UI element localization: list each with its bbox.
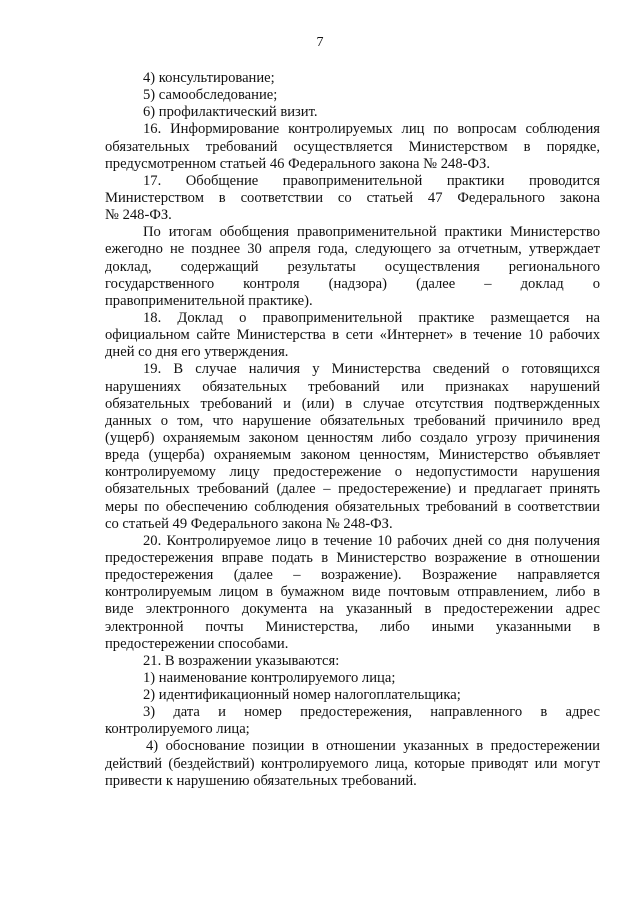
text-line: 6) профилактический визит. xyxy=(143,104,318,121)
text-line: государственного контроля (надзора) (далее – доклад о xyxy=(105,275,600,292)
text-line: 4) обоснование позиции в отношении указанных в предостережении xyxy=(146,738,600,755)
text-line: официальном сайте Министерства в сети «Интернет» в течение 10 рабочих xyxy=(105,327,600,344)
text-line: предусмотренном статьей 46 Федерального закона № 248-ФЗ. xyxy=(105,155,490,172)
text-line: данных о том, что нарушение обязательных требований причинило вред xyxy=(105,412,600,429)
text-line: предостережения (далее – возражение). Возражение направляется xyxy=(105,567,600,584)
text-line: обязательных требований и (или) в случае отсутствия подтвержденных xyxy=(105,395,600,412)
text-line: По итогам обобщения правоприменительной практики Министерство xyxy=(143,224,600,241)
text-line: электронной почты Министерства, либо иными указанными в xyxy=(105,618,600,635)
text-line: правоприменительной практике). xyxy=(105,292,313,309)
text-line: действий (бездействий) контролируемого лица, которые приводят или могут xyxy=(105,755,600,772)
text-line: предостережения вправе подать в Министерство возражение в отношении xyxy=(105,549,600,566)
text-line: 17. Обобщение правоприменительной практики проводится xyxy=(143,172,600,189)
text-line: 16. Информирование контролируемых лиц по вопросам соблюдения xyxy=(143,121,600,138)
text-line: обязательных требований осуществляется Министерством в порядке, xyxy=(105,138,600,155)
page-number: 7 xyxy=(316,35,324,50)
text-line: 18. Доклад о правоприменительной практике размещается на xyxy=(143,309,600,326)
text-line: виде электронного документа на указанный в предостережении адрес xyxy=(105,601,600,618)
text-line: 2) идентификационный номер налогоплательщика; xyxy=(143,687,461,704)
text-line: ежегодно не позднее 30 апреля года, следующего за отчетным, утверждает xyxy=(105,241,600,258)
text-line: 5) самообследование; xyxy=(143,87,278,104)
text-line: привести к нарушению обязательных требований. xyxy=(105,772,417,789)
text-line: 21. В возражении указываются: xyxy=(143,652,340,669)
text-line: 19. В случае наличия у Министерства сведений о готовящихся xyxy=(143,361,600,378)
text-line: 4) консультирование; xyxy=(143,70,275,86)
text-line: доклад, содержащий результаты осуществления регионального xyxy=(105,258,600,275)
text-line: № 248-ФЗ. xyxy=(105,207,172,224)
text-line: вреда (ущерба) охраняемым законом ценностям, Министерство объявляет xyxy=(105,447,600,464)
text-line: 20. Контролируемое лицо в течение 10 рабочих дней со дня получения xyxy=(143,532,600,549)
text-line: контролируемого лица; xyxy=(105,721,250,738)
text-line: со статьей 49 Федерального закона № 248-ФЗ. xyxy=(105,515,393,532)
document-body xyxy=(105,70,600,790)
text-line: контролируемому лицу предостережение о недопустимости нарушения xyxy=(105,464,600,481)
text-line: контролируемым лицом в бумажном виде почтовым отправлением, либо в xyxy=(105,584,600,601)
text-line: меры по обеспечению соблюдения обязательных требований в соответствии xyxy=(105,498,600,515)
text-line: Министерством в соответствии со статьей 47 Федерального закона xyxy=(105,189,600,206)
text-line: 1) наименование контролируемого лица; xyxy=(143,669,396,686)
text-line: нарушениях обязательных требований или признаках нарушений xyxy=(105,378,600,395)
text-line: дней со дня его утверждения. xyxy=(105,344,289,361)
text-line: 3) дата и номер предостережения, направленного в адрес xyxy=(143,704,600,721)
text-line: обязательных требований (далее – предостережение) и предлагает принять xyxy=(105,481,600,498)
text-line: (ущерб) охраняемым законом ценностям либо создало угрозу причинения xyxy=(105,429,600,446)
text-line: предостережении способами. xyxy=(105,635,289,652)
